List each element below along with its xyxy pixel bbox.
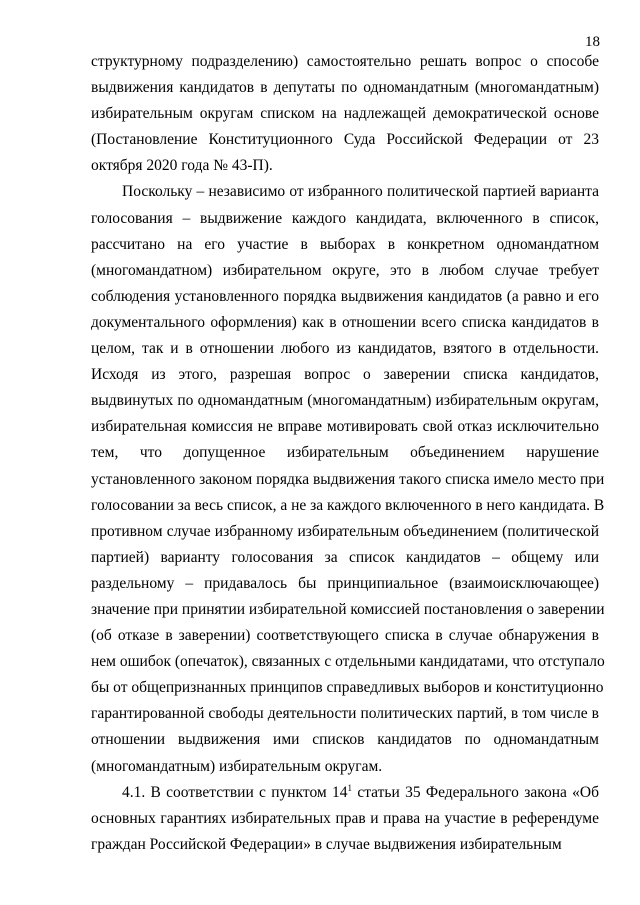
text-line: октября 2020 года № 43-П). (91, 157, 273, 175)
text-line: 4.1. В соответствии с пунктом $14^1$ статьи 35 Федерального закона «Об (122, 782, 599, 801)
text-line: отношении выдвижения ими списков кандидатов по одномандатным (91, 731, 599, 749)
text-line: соблюдения установленного порядка выдвижения кандидатов (а равно и его (91, 287, 599, 305)
text-line: противном случае избранному избирательным объединением (политической (91, 522, 599, 540)
page-number: 18 (585, 34, 600, 50)
text-line: выдвинутых по одномандатным (многомандатным) избирательным округам, (91, 392, 599, 410)
text-line: голосовании за весь список, а не за каждого включенного в него кандидата. В (91, 496, 605, 514)
text-line: нем ошибок (опечаток), связанных с отдельными кандидатами, что отступало (91, 653, 605, 671)
text-line: партией) варианту голосования за список кандидатов – общему или (91, 548, 599, 566)
text-line: выдвижения кандидатов в депутаты по одномандатным (многомандатным) (91, 79, 599, 97)
text-line: рассчитано на его участие в выборах в конкретном одномандатном (91, 235, 599, 253)
text-line: избирательным округам списком на надлежащей демократической основе (91, 105, 599, 123)
text-line: значение при принятии избирательной комиссией постановления о заверении (91, 600, 605, 618)
text-line: гарантированной свободы деятельности политических партий, в том числе в (91, 705, 599, 723)
text-line: раздельному – придавалось бы принципиальное (взаимоисключающее) (91, 574, 599, 592)
text-line: (многомандатном) избирательном округе, это в любом случае требует (91, 261, 599, 279)
text-line: бы от общепризнанных принципов справедливых выборов и конституционно (91, 679, 604, 697)
footnote-superscript: 1 (347, 782, 353, 793)
text-line: тем, что допущенное избирательным объединением нарушение (91, 444, 599, 462)
paragraph (91, 780, 599, 858)
text-line: целом, так и в отношении любого из кандидатов, взятого в отдельности. (91, 340, 599, 358)
text-line: (многомандатным) избирательным округам. (91, 757, 383, 775)
text-line: голосования – выдвижение каждого кандидата, включенного в список, (91, 209, 599, 227)
document-body (91, 49, 605, 858)
text-line: структурному подразделению) самостоятельно решать вопрос о способе (91, 53, 599, 70)
text-line: избирательная комиссия не вправе мотивировать свой отказ исключительно (91, 418, 599, 436)
text-line: документального оформления) как в отношении всего списка кандидатов в (91, 313, 599, 331)
text-line: (об отказе в заверении) соответствующего списка в случае обнаружения в (91, 627, 599, 645)
text-line: Поскольку – независимо от избранного политической партией варианта (122, 183, 599, 201)
text-line: (Постановление Конституционного Суда Российской Федерации от 23 (91, 131, 599, 149)
text-line: граждан Российской Федерации» в случае выдвижения избирательным (91, 835, 562, 853)
text-line: установленного законом порядка выдвижения такого списка имело место при (91, 470, 605, 488)
text-line: основных гарантиях избирательных прав и права на участие в референдуме (91, 809, 599, 827)
paragraph (91, 179, 605, 779)
text-line: Исходя из этого, разрешая вопрос о заверении списка кандидатов, (91, 366, 599, 384)
paragraph (91, 49, 599, 179)
